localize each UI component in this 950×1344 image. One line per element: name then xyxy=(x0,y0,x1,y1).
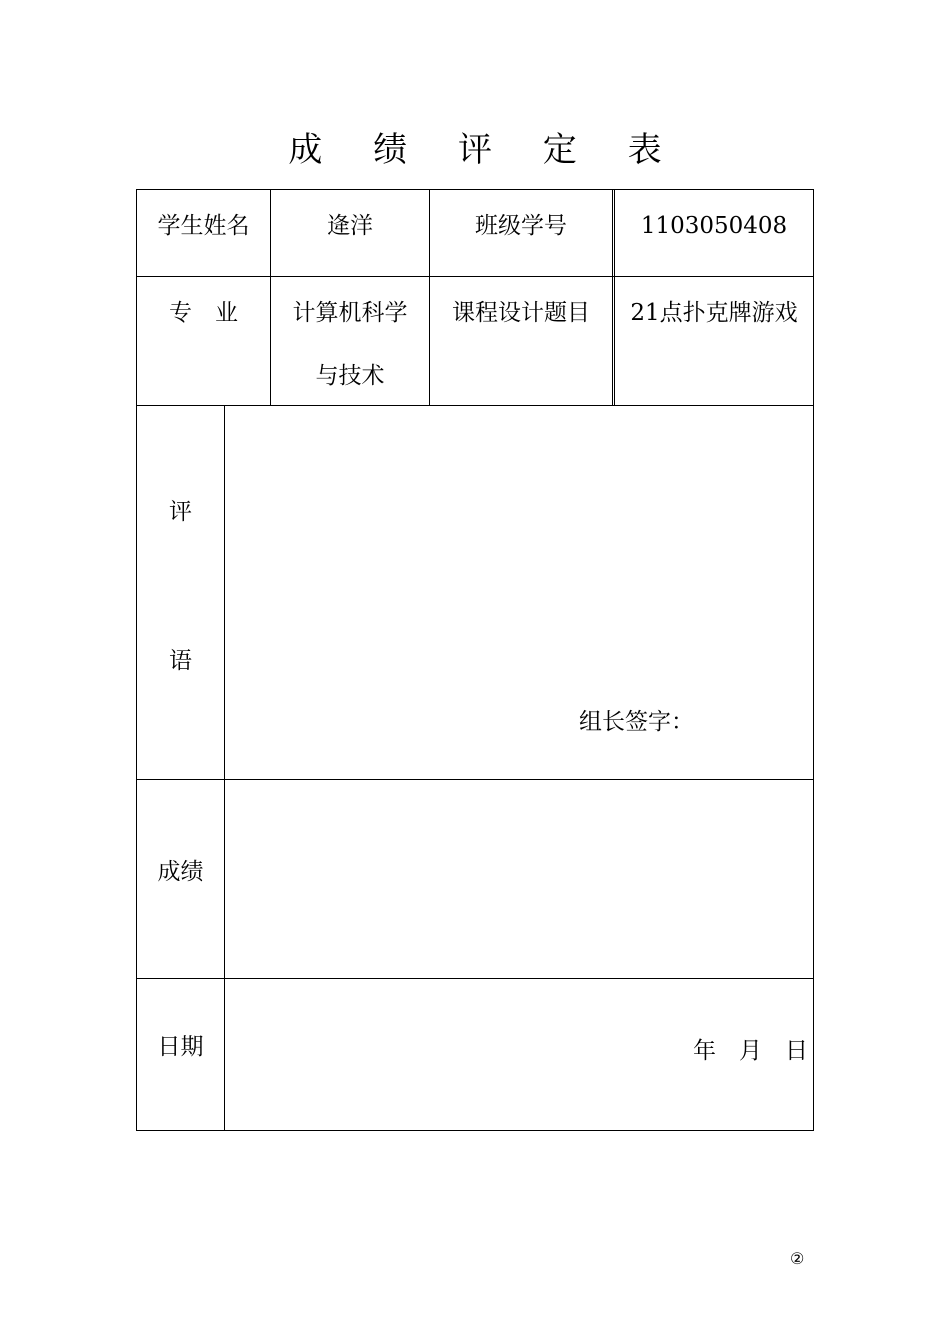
date-placeholder: 年 月 日 xyxy=(693,1038,808,1064)
table-border-right xyxy=(813,189,814,1131)
class-id-label: 班级学号 xyxy=(475,213,567,239)
page-title: 成 绩 评 定 表 xyxy=(288,130,682,170)
comments-label-char2: 语 xyxy=(169,648,192,674)
table-row-divider xyxy=(136,405,814,406)
table-col-divider xyxy=(612,189,613,406)
table-row-divider xyxy=(136,978,814,979)
course-topic-value: 21点扑克牌游戏 xyxy=(630,300,798,326)
page-number: ② xyxy=(790,1249,805,1268)
table-col-divider xyxy=(224,405,225,1131)
student-name-label: 学生姓名 xyxy=(157,213,250,239)
grade-label: 成绩 xyxy=(157,859,204,885)
table-row-divider xyxy=(136,276,814,277)
course-topic-label: 课程设计题目 xyxy=(452,300,590,326)
table-border-bottom xyxy=(136,1130,814,1131)
student-name-value: 逄洋 xyxy=(327,213,373,239)
date-label: 日期 xyxy=(157,1034,204,1060)
major-value-line1: 计算机科学 xyxy=(292,300,408,326)
table-border-top xyxy=(136,189,814,190)
major-value-line2: 与技术 xyxy=(315,363,385,389)
class-id-value: 1103050408 xyxy=(640,213,788,239)
table-row-divider xyxy=(136,779,814,780)
major-label: 专 业 xyxy=(169,300,238,326)
signature-label: 组长签字： xyxy=(579,709,694,735)
comments-label-char1: 评 xyxy=(169,499,192,525)
